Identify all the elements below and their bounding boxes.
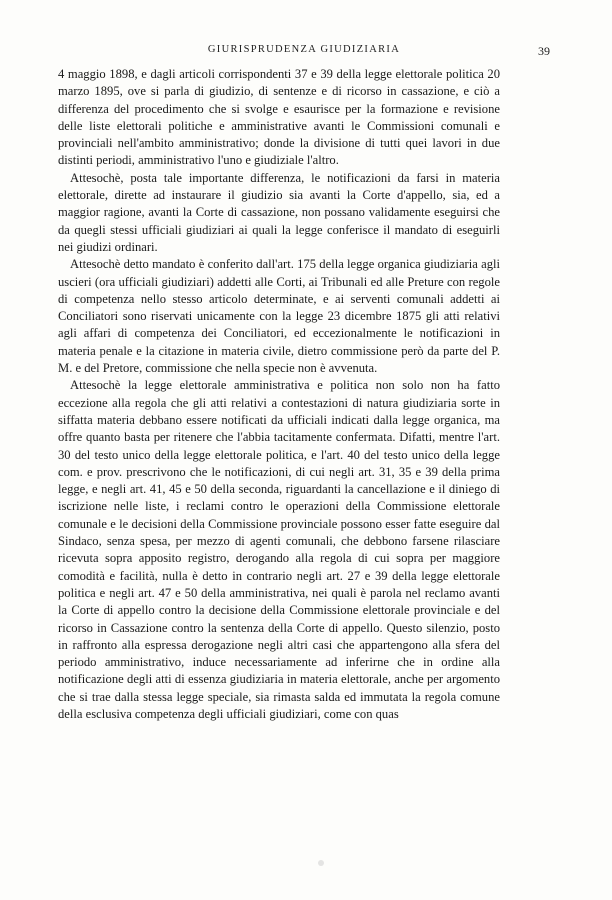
paragraph: Attesochè detto mandato è conferito dall'art. 175 della legge organica giudiziaria agli uscieri (ora ufficiali giudiziari) addetti alle Corti, ai Tribunali ed alle Preture con regole di competenza nello stesso articolo determinate, e ai serventi comunali addetti ai Conciliatori sono riservati unicamente con la legge 23 dicembre 1875 gli atti relativi agli affari di competenza dei Conciliatori, ed eccezionalmente le notificazioni in materia penale e la citazione in materia civile, dietro commissione però da parte del P. M. e del Pretore, commissione che nella specie non è avvenuta. <box>58 257 500 376</box>
paragraph: Attesochè la legge elettorale amministrativa e politica non solo non ha fatto eccezione alla regola che gli atti relativi a contestazioni di natura giudiziaria sorte in siffatta materia debbano essere notificati da ufficiali indicati dalla legge organica, ma offre quanto basta per ritenere che l'abbia tacitamente confermata. Difatti, mentre l'art. 30 del testo unico della legge elettorale politica, e l'art. 40 del testo unico della legge com. e prov. prescrivono che le notificazioni, di cui negli art. 31, 35 e 39 della prima legge, e negli art. 41, 45 e 50 della seconda, riguardanti la cancellazione e il diniego di iscrizione nelle liste, i reclami contro le operazioni della Commissione elettorale comunale e le decisioni della Commissione provinciale possono esser fatte eseguire dal Sindaco, senza spesa, per mezzo di agenti comunali, che debbono farsene rilasciare ricevuta sopra apposito registro, derogando alla regola di cui sopra per maggiore comodità e facilità, nulla è detto in contrario negli art. 27 e 39 della legge elettorale politica e negli art. 47 e 50 della amministrativa, nei quali è parola nel reclamo avanti la Corte di appello contro la decisione della Commissione elettorale provinciale e del ricorso in Cassazione contro la sentenza della Corte di appello. Questo silenzio, posto in raffronto alla espressa derogazione negli altri casi che appartengono alla sfera del periodo amministrativo, induce necessariamente ad inferirne che in ordine alla notificazione degli atti di essenza giudiziaria in materia elettorale, anche per argomento che si trae dalla stessa legge speciale, sia rimasta salda ed immutata la regola comune della esclusiva competenza degli ufficiali giudiziari, come con quas <box>58 378 500 721</box>
paragraph: 4 maggio 1898, e dagli articoli corrispondenti 37 e 39 della legge elettorale politica 20 marzo 1895, ove si parla di giudizio, di sentenze e di ricorso in cassazione, e ciò a differenza del procedimento che si svolge e esaurisce per la formazione e revisione delle liste elettorali politiche e amministrative avanti le Commissioni comunali e provinciali nell'ambito amministrativo; donde la divisione di tutti quei lavori in due distinti periodi, amministrativo l'uno e giudiziale l'altro. <box>58 67 500 168</box>
paragraph: Attesochè, posta tale importante differenza, le notificazioni da farsi in materia elettorale, dirette ad instaurare il giudizio sia avanti la Corte d'appello, sia, ed a maggior ragione, avanti la Corte di cassazione, non possano validamente eseguirsi che da quegli stessi ufficiali giudiziari ai quali la legge conferisce il mandato di eseguirli nei giudizi ordinari. <box>58 170 500 254</box>
running-title: GIURISPRUDENZA GIUDIZIARIA <box>207 44 401 55</box>
paper-speck <box>318 860 324 866</box>
page-number: 39 <box>538 44 550 58</box>
body-text <box>58 66 500 723</box>
running-head <box>58 44 550 60</box>
